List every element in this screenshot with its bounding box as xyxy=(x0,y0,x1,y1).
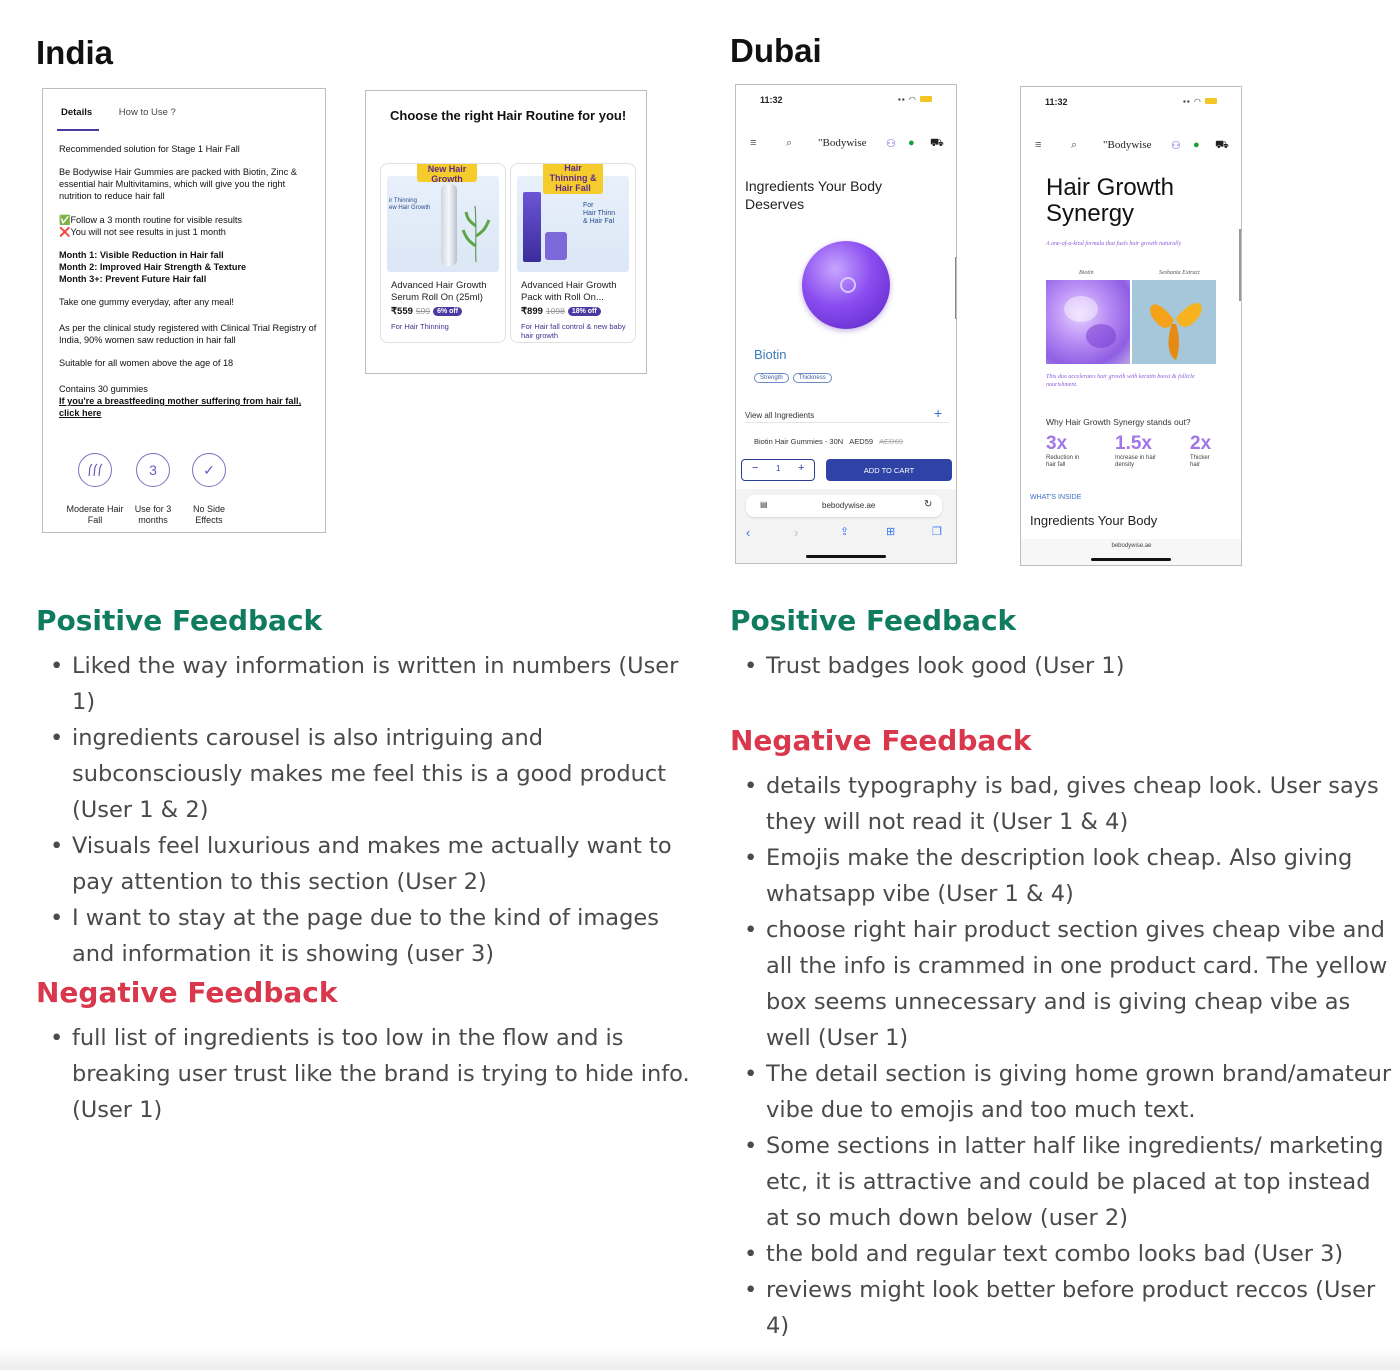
search-icon[interactable]: ⌕ xyxy=(1071,139,1078,151)
forward-icon[interactable]: › xyxy=(794,525,799,540)
product-jar-graphic xyxy=(545,232,567,260)
details-tabs xyxy=(61,107,176,119)
badge-label: Use for 3 months xyxy=(134,504,172,525)
variant-price: AED59 xyxy=(849,437,874,446)
stat-label: Reduction in hair fall xyxy=(1046,455,1080,468)
tab-how-to-use[interactable]: How to Use ? xyxy=(118,107,176,118)
list-item: • the bold and regular text combo looks bad (User 3) xyxy=(730,1236,1392,1272)
stat-value: 1.5x xyxy=(1115,433,1152,454)
add-to-cart-button[interactable]: ADD TO CART xyxy=(826,459,952,481)
ingredients-heading: Ingredients Your Body xyxy=(1030,513,1158,528)
sesbania-flower-image xyxy=(1132,280,1216,364)
india-negative-list xyxy=(36,1020,696,1128)
product-tag: Hair Thinning & Hair Fall xyxy=(543,163,603,194)
sticky-variant-row xyxy=(754,437,903,446)
stat-label: Increase in hair density xyxy=(1115,455,1157,468)
bookmarks-icon[interactable]: ⊞ xyxy=(886,526,896,538)
bottom-fade xyxy=(0,1348,1400,1370)
detail-line: Month 3+: Prevent Future Hair fall xyxy=(59,274,207,284)
status-icons: ▪▪ ◠ xyxy=(898,95,932,104)
synergy-tagline: A one-of-a-kind formula that fuels hair growth naturally xyxy=(1046,241,1182,247)
whatsapp-icon[interactable]: ● xyxy=(908,137,915,149)
variant-mrp: AED69 xyxy=(879,437,903,446)
india-positive-title: Positive Feedback xyxy=(36,604,323,637)
chip: Thickness xyxy=(793,373,832,383)
list-item: • ingredients carousel is also intriguing and subconsciously makes me feel this is a good product (User 1 & 2) xyxy=(36,720,702,828)
brand-logo[interactable]: "Bodywise xyxy=(1103,139,1152,151)
battery-icon xyxy=(920,96,932,102)
detail-line: Month 2: Improved Hair Strength & Texture xyxy=(59,262,247,272)
home-indicator xyxy=(1091,558,1171,561)
details-body xyxy=(59,143,317,419)
list-item: • Some sections in latter half like ingredients/ marketing etc, it is attractive and could be placed at top instead at so much down below (user 2) xyxy=(730,1128,1392,1236)
discount-badge: 18% off xyxy=(568,307,601,316)
biotin-molecule-image xyxy=(802,241,890,329)
product-for: For Hair fall control & new baby hair growth xyxy=(521,322,626,340)
quantity-stepper[interactable] xyxy=(741,459,815,481)
product-tag: New Hair Growth xyxy=(417,163,477,182)
view-all-ingredients-link[interactable]: View all Ingredients xyxy=(745,411,815,420)
product-image xyxy=(387,176,499,272)
product-card[interactable] xyxy=(510,163,636,343)
detail-line: As per the clinical study registered with Clinical Trial Registry of India, 90% women saw reduction in hair fall xyxy=(59,323,317,345)
image-label-biotin: Biotin xyxy=(1079,270,1094,276)
carousel-scrollbar[interactable] xyxy=(955,257,957,319)
reader-icon[interactable]: ▤ xyxy=(760,500,768,509)
ingredient-chips xyxy=(754,373,832,383)
breastfeeding-link[interactable]: If you're a breastfeeding mother suffering from hair fall, click here xyxy=(59,396,302,418)
detail-line: Take one gummy everyday, after any meal! xyxy=(59,297,234,307)
cart-icon[interactable]: ⛟ xyxy=(930,137,944,149)
detail-line: ✅Follow a 3 month routine for visible results xyxy=(59,215,243,225)
stat-label: Thicker hair xyxy=(1190,455,1210,468)
url-text: bebodywise.ae xyxy=(1111,543,1152,549)
product-name: Advanced Hair Growth Pack with Roll On... xyxy=(521,280,617,303)
dubai-positive-list xyxy=(730,648,1390,684)
list-item: • I want to stay at the page due to the kind of images and information it is showing (user 3) xyxy=(36,900,702,972)
stat-thicker xyxy=(1190,433,1236,469)
checkmark-icon: ✓ xyxy=(192,453,226,487)
ingredients-heading: Ingredients Your Body Deserves xyxy=(745,178,882,212)
stat-density xyxy=(1115,433,1175,469)
search-icon[interactable]: ⌕ xyxy=(786,137,793,149)
crystal-highlight xyxy=(1064,296,1098,322)
detail-line: Suitable for all women above the age of 18 xyxy=(59,358,234,368)
badge-use-for-3-months xyxy=(123,453,183,526)
list-item: • Trust badges look good (User 1) xyxy=(730,648,1390,684)
dubai-phone-synergy xyxy=(1020,86,1242,566)
url-text: bebodywise.ae xyxy=(822,501,876,510)
status-icons: ▪▪ ◠ xyxy=(1183,97,1217,106)
detail-line: Contains 30 gummies xyxy=(59,384,148,394)
product-image-text: ir Thinning ew Hair Growth xyxy=(389,198,431,211)
product-price: ₹899 xyxy=(521,306,543,317)
synergy-caption: This duo accelerates hair growth with keratin boost & follicle nourishment. xyxy=(1046,374,1195,388)
detail-line: Be Bodywise Hair Gummies are packed with Biotin, Zinc & essential hair Multivitamins, which will give you the right nutrition to reduce hair fall xyxy=(59,167,297,201)
routine-title: Choose the right Hair Routine for you! xyxy=(390,108,627,123)
stat-value: 2x xyxy=(1190,433,1212,454)
leaf-graphic xyxy=(461,206,491,262)
badge-no-side-effects xyxy=(179,453,239,526)
dubai-negative-title: Negative Feedback xyxy=(730,724,1032,757)
tabs-icon[interactable]: ❐ xyxy=(932,526,942,538)
quantity-value: 1 xyxy=(776,464,781,473)
badge-label: Moderate Hair Fall xyxy=(66,504,124,525)
whatsapp-icon[interactable]: ● xyxy=(1193,139,1200,151)
badge-label: No Side Effects xyxy=(192,504,226,525)
status-time: 11:32 xyxy=(760,95,783,105)
address-bar[interactable] xyxy=(746,495,942,517)
brand-logo[interactable]: "Bodywise xyxy=(818,137,867,149)
india-routine-screenshot xyxy=(365,90,647,374)
increment-button[interactable]: + xyxy=(798,462,805,474)
list-item: • Visuals feel luxurious and makes me actually want to pay attention to this section (User 2) xyxy=(36,828,702,900)
badge-moderate-hair-fall xyxy=(65,453,125,526)
product-price-row xyxy=(391,306,462,317)
synergy-title: Hair Growth Synergy xyxy=(1046,174,1175,227)
list-item: • reviews might look better before product reccos (User 4) xyxy=(730,1272,1392,1344)
product-for: For Hair Thinning xyxy=(391,322,449,331)
cart-icon[interactable]: ⛟ xyxy=(1215,139,1229,151)
list-item: • Liked the way information is written in numbers (User 1) xyxy=(36,648,702,720)
stat-reduction xyxy=(1046,433,1106,469)
stat-value: 3x xyxy=(1046,433,1068,454)
menu-icon[interactable]: ≡ xyxy=(750,137,757,149)
product-price-row xyxy=(521,306,601,317)
detail-line: Recommended solution for Stage 1 Hair Fall xyxy=(59,144,240,154)
biotin-crystal-image xyxy=(1046,280,1130,364)
discount-badge: 6% off xyxy=(433,307,462,316)
account-icon[interactable]: ⚇ xyxy=(1171,140,1181,152)
account-icon[interactable]: ⚇ xyxy=(886,138,896,150)
chip: Strength xyxy=(754,373,789,383)
active-tab-underline xyxy=(57,129,99,131)
product-box-graphic xyxy=(523,192,541,262)
list-item: • The detail section is giving home grown brand/amateur vibe due to emojis and too much text. xyxy=(730,1056,1392,1128)
india-heading: India xyxy=(36,34,114,71)
product-mrp: 1098 xyxy=(545,306,565,316)
molecule-ring xyxy=(840,277,856,293)
list-item: • choose right hair product section gives cheap vibe and all the info is crammed in one product card. The yellow box seems unnecessary and is giving cheap vibe as well (User 1) xyxy=(730,912,1392,1056)
whats-inside-label: WHAT'S INSIDE xyxy=(1030,494,1082,501)
roll-on-bottle xyxy=(441,184,457,266)
detail-line: Month 1: Visible Reduction in Hair fall xyxy=(59,250,224,260)
list-item: • Emojis make the description look cheap. Also giving whatsapp vibe (User 1 & 4) xyxy=(730,840,1392,912)
dubai-phone-ingredients xyxy=(735,84,957,564)
tab-details[interactable]: Details xyxy=(61,107,93,118)
crystal-shadow xyxy=(1086,324,1116,348)
back-icon[interactable]: ‹ xyxy=(746,525,751,540)
image-label-sesbania: Sesbania Extract xyxy=(1159,270,1200,276)
list-item: • details typography is bad, gives cheap look. User says they will not read it (User 1 & 4) xyxy=(730,768,1392,840)
stands-out-heading: Why Hair Growth Synergy stands out? xyxy=(1046,417,1191,427)
ingredient-name: Biotin xyxy=(754,347,787,362)
product-name: Advanced Hair Growth Serum Roll On (25ml) xyxy=(391,280,487,303)
reload-icon[interactable]: ↻ xyxy=(924,499,933,510)
number-3-icon: 3 xyxy=(136,453,170,487)
variant-name: Biotin Hair Gummies - 30N xyxy=(754,437,844,446)
detail-line: ❌You will not see results in just 1 month xyxy=(59,227,226,237)
menu-icon[interactable]: ≡ xyxy=(1035,139,1042,151)
share-icon[interactable]: ⇪ xyxy=(840,526,850,538)
home-indicator xyxy=(806,555,886,558)
india-details-screenshot xyxy=(42,88,326,533)
hair-strands-icon xyxy=(78,453,112,487)
dubai-negative-list xyxy=(730,768,1392,1344)
product-price: ₹559 xyxy=(391,306,413,317)
india-negative-title: Negative Feedback xyxy=(36,976,338,1009)
product-mrp: 599 xyxy=(415,306,431,316)
list-item: • full list of ingredients is too low in the flow and is breaking user trust like the brand is trying to hide info. (User 1) xyxy=(36,1020,696,1128)
india-positive-list xyxy=(36,648,702,972)
status-time: 11:32 xyxy=(1045,97,1068,107)
page-scrollbar[interactable] xyxy=(1239,229,1241,301)
dubai-heading: Dubai xyxy=(730,32,822,69)
product-card[interactable] xyxy=(380,163,506,343)
dubai-positive-title: Positive Feedback xyxy=(730,604,1017,637)
decrement-button[interactable]: − xyxy=(752,462,759,474)
divider xyxy=(745,422,949,423)
expand-plus-icon[interactable]: + xyxy=(934,405,943,421)
battery-icon xyxy=(1205,98,1217,104)
product-image-text: For Hair Thinn & Hair Fal xyxy=(583,202,616,225)
